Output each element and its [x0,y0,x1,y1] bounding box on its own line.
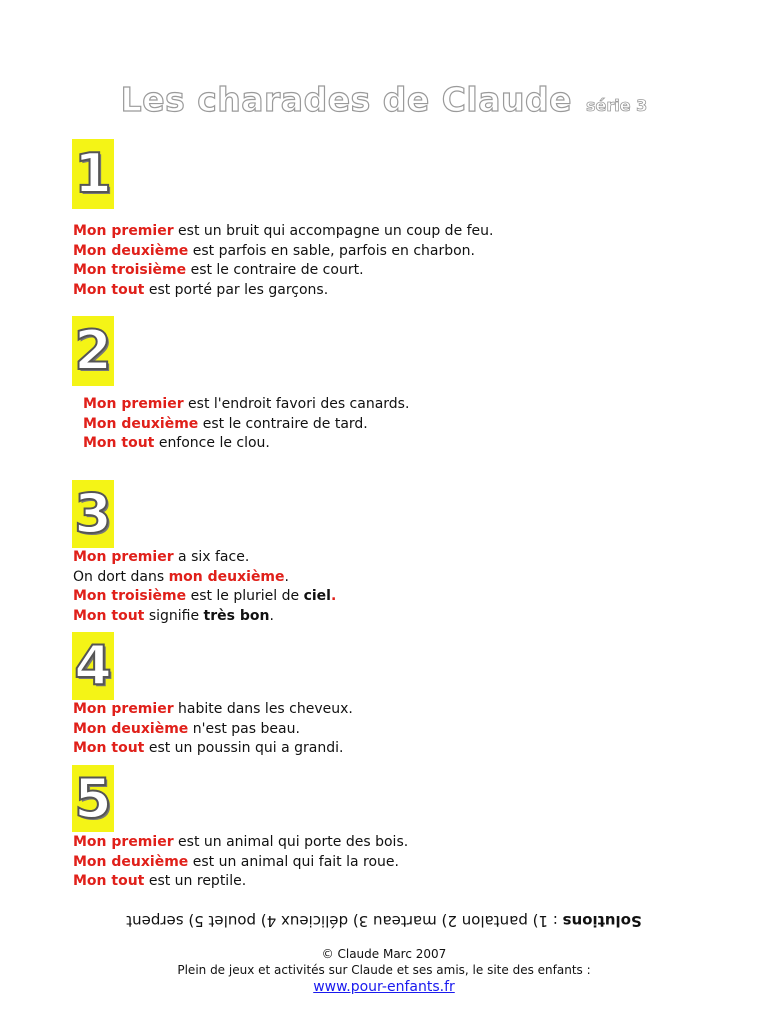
page-title [0,80,768,119]
charade-line: Mon tout signifie très bon. [73,607,274,624]
charade-line: Mon tout est un reptile. [73,873,247,889]
charade-5 [73,833,408,892]
charade-line: Mon troisième est le pluriel de ciel. [73,588,337,604]
charade-line: On dort dans mon deuxième. [73,568,289,585]
charade-line: Mon deuxième est parfois en sable, parfois en charbon. [73,242,475,259]
charade-line: Mon tout est un poussin qui a grandi. [73,740,344,756]
charade-number-1: 1 [72,139,114,209]
charade-line: Mon deuxième n'est pas beau. [73,720,300,737]
charade-4 [73,700,353,759]
solutions-label: Solutions [562,912,642,930]
charade-line: Mon deuxième est le contraire de tard. [83,415,368,432]
title-main: Les charades de Claude [120,80,572,119]
charade-line: Mon premier habite dans les cheveux. [73,701,353,717]
charade-number-5: 5 [72,765,114,832]
footer-tagline: Plein de jeux et activités sur Claude et ses amis, le site des enfants : [177,963,591,977]
charade-line: Mon premier est l'endroit favori des canards. [83,396,410,412]
charade-line: Mon premier a six face. [73,549,250,565]
solutions-text: : 1) pantalon 2) marteau 3) délicieux 4) poulet 5) serpent [126,912,563,930]
charade-line: Mon tout enfonce le clou. [83,435,270,451]
charade-line: Mon troisième est le contraire de court. [73,262,364,278]
footer-copyright: © Claude Marc 2007 [321,947,447,961]
title-serie: série 3 [586,96,648,115]
charade-3 [73,548,336,626]
charade-line: Mon premier est un animal qui porte des bois. [73,834,409,850]
website-link[interactable]: www.pour-enfants.fr [313,979,455,995]
charade-number-2: 2 [72,316,114,386]
charade-number-4: 4 [72,632,114,700]
solutions-upside-down [0,912,768,930]
charade-number-3: 3 [72,480,114,548]
footer-link-row [0,979,768,995]
charade-line: Mon premier est un bruit qui accompagne un coup de feu. [73,223,494,239]
charade-line: Mon tout est porté par les garçons. [73,281,329,298]
charade-line: Mon deuxième est un animal qui fait la roue. [73,853,399,870]
charade-2 [83,395,409,454]
charade-1 [73,222,494,300]
